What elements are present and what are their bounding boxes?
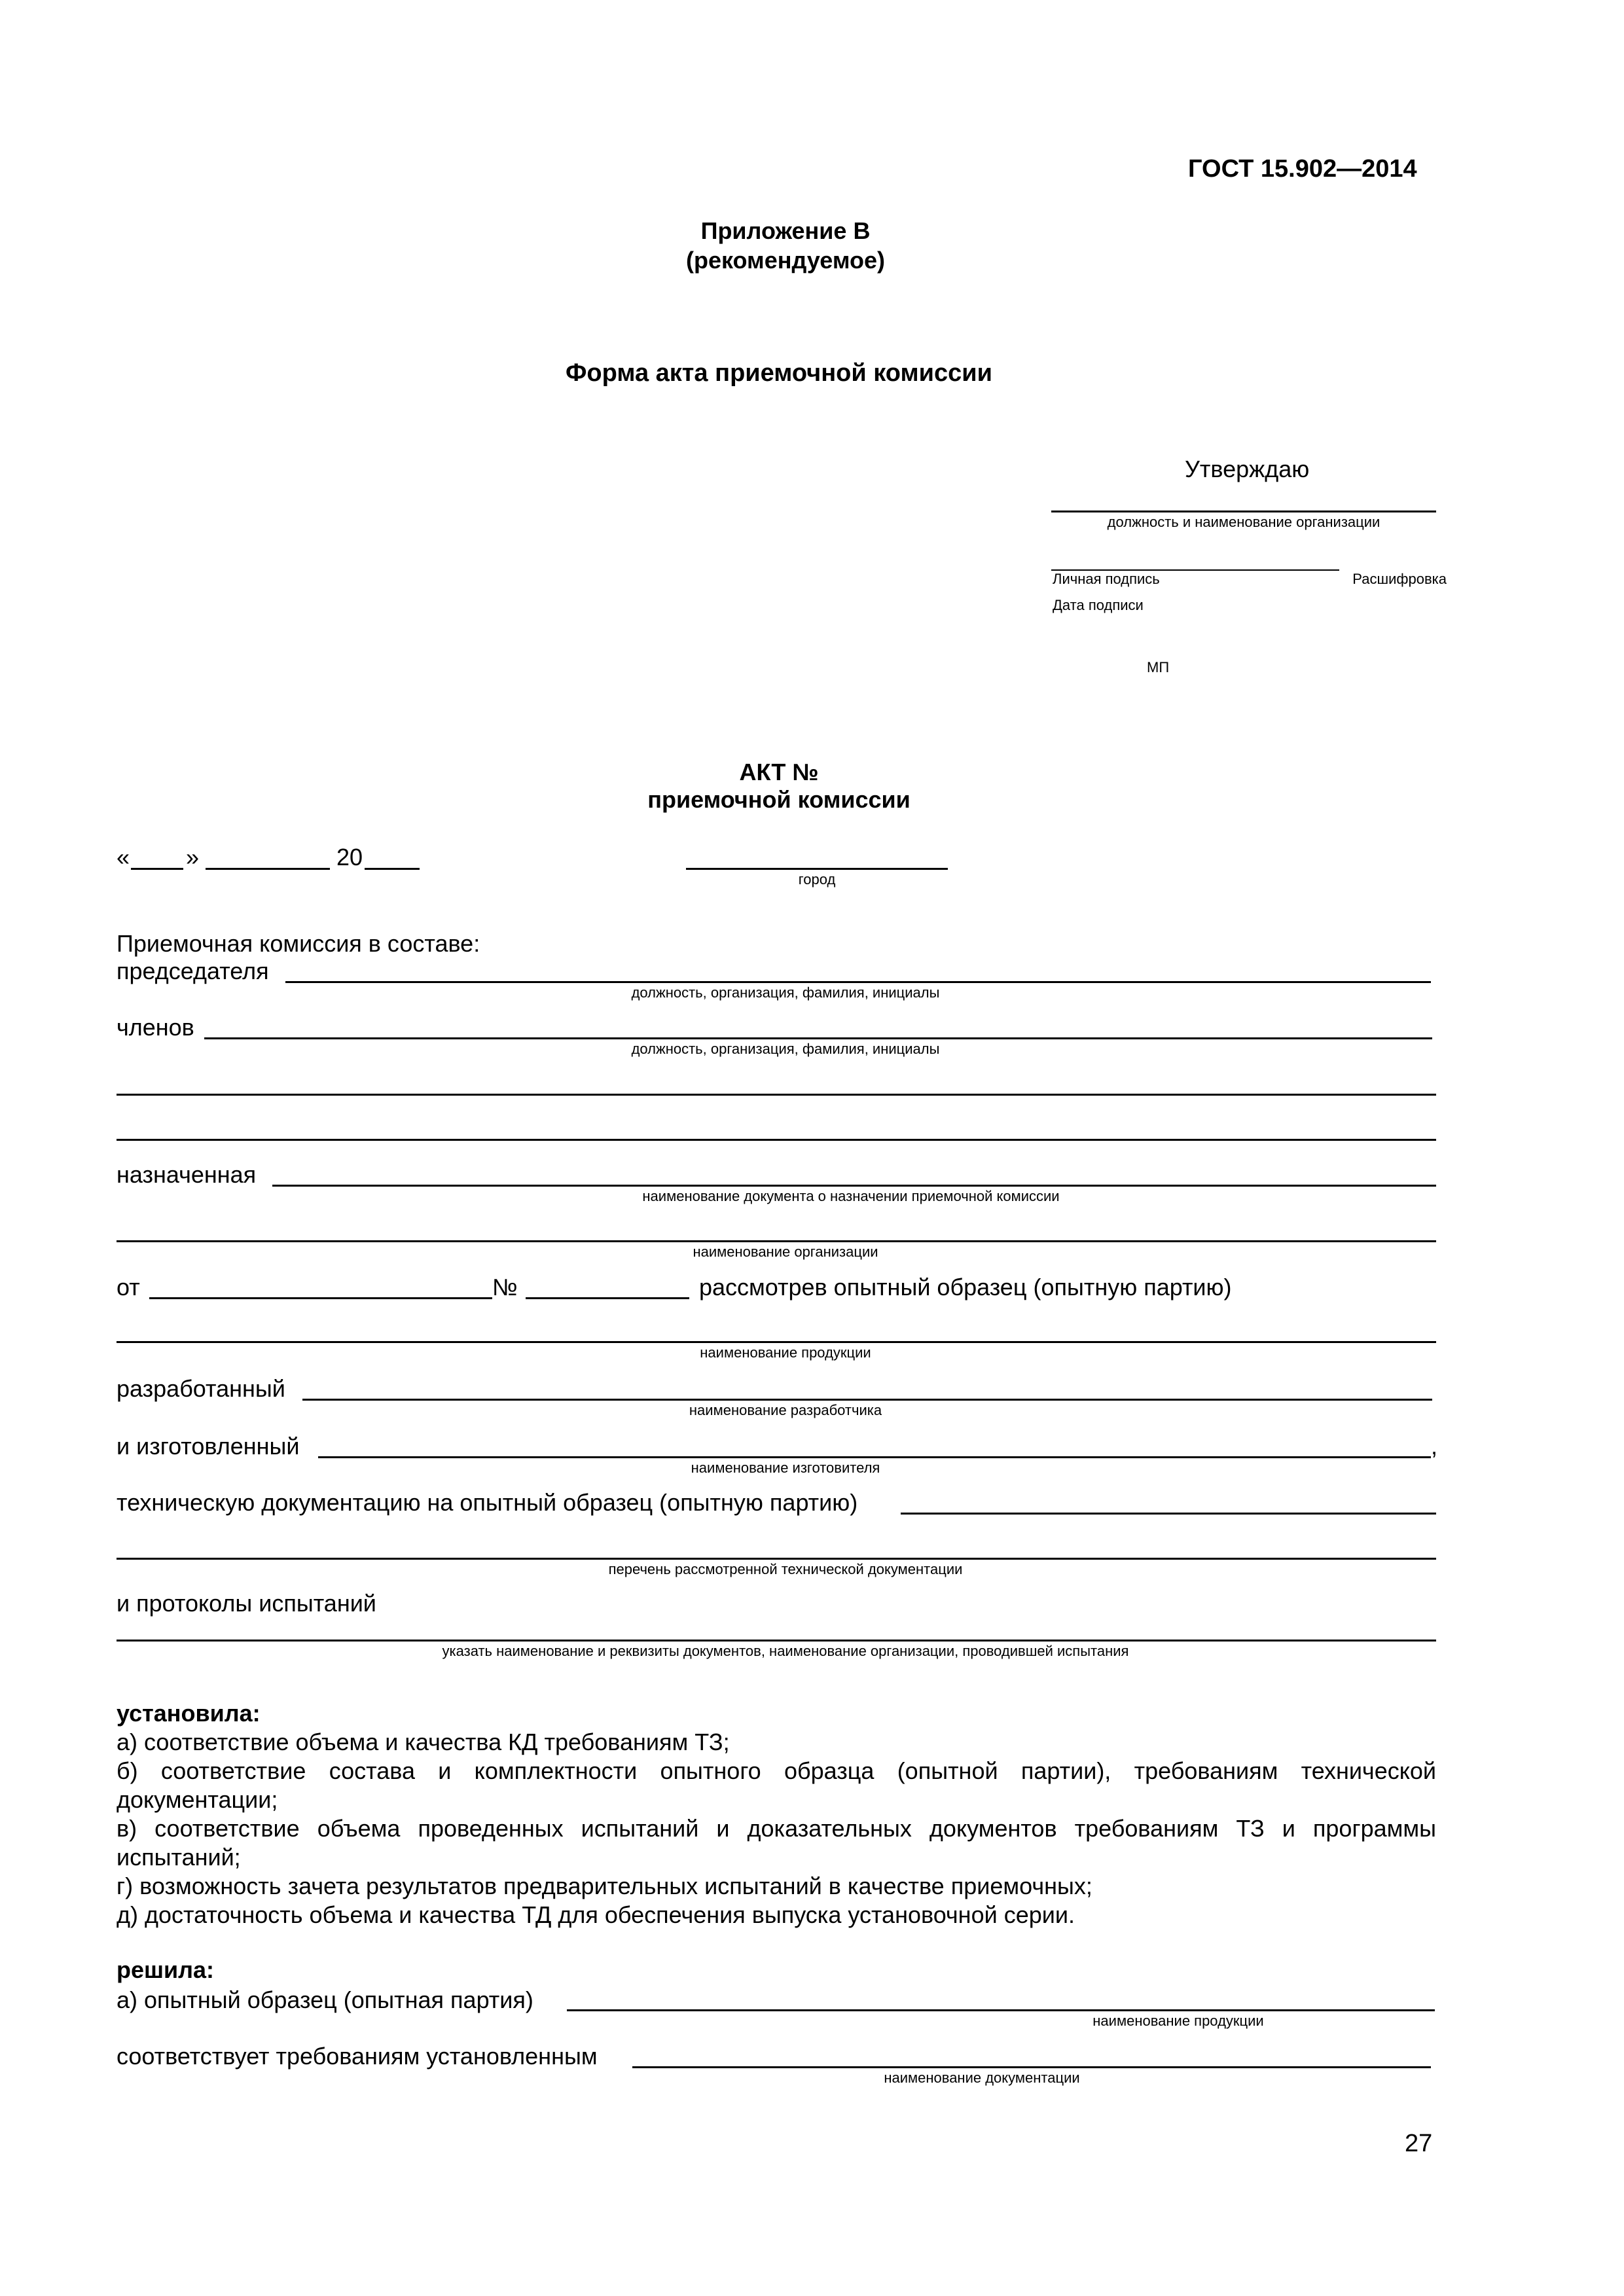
date-month-field[interactable]: [206, 868, 330, 870]
decided-item-a: а) опытный образец (опытная партия): [117, 1986, 533, 2013]
approve-label: Утверждаю: [1185, 456, 1310, 482]
decided-product-caption: наименование продукции: [1092, 2013, 1264, 2029]
established-heading: установила:: [117, 1700, 261, 1727]
complies-label: соответствует требованиям установленным: [117, 2043, 598, 2070]
manufactured-label: и изготовленный: [117, 1433, 300, 1460]
signature-date-caption: Дата подписи: [1053, 597, 1144, 613]
developer-caption: наименование разработчика: [689, 1402, 882, 1418]
members-field-extra-1[interactable]: [117, 1094, 1436, 1096]
decoding-caption: Расшифровка: [1352, 571, 1447, 587]
city-field[interactable]: [686, 868, 948, 870]
appointed-label: назначенная: [117, 1161, 257, 1188]
manufacturer-field[interactable]: [318, 1456, 1431, 1458]
seal-placeholder: МП: [1147, 659, 1170, 675]
date-day-field[interactable]: [131, 868, 183, 870]
appointed-caption: наименование документа о назначении приемочной комиссии: [642, 1188, 1060, 1204]
decided-product-field[interactable]: [567, 2009, 1435, 2011]
complies-documentation-field[interactable]: [632, 2066, 1431, 2068]
established-item-b: б) соответствие состава и комплектности опытного образца (опытной партии), требованиям технической документации;: [117, 1757, 1436, 1813]
established-item-c: в) соответствие объема проведенных испытаний и доказательных документов требованиям ТЗ и программы испытаний;: [117, 1815, 1436, 1871]
members-label: членов: [117, 1014, 194, 1041]
reviewed-label: рассмотрев опытный образец (опытную партию): [699, 1274, 1232, 1300]
chairman-label: председателя: [117, 958, 269, 984]
organization-field[interactable]: [117, 1240, 1436, 1242]
manufacturer-comma: ,: [1431, 1433, 1438, 1460]
product-field[interactable]: [117, 1341, 1436, 1343]
established-item-e: д) достаточность объема и качества ТД для обеспечения выпуска установочной серии.: [117, 1901, 1075, 1928]
protocols-field[interactable]: [117, 1640, 1436, 1641]
appointed-document-field[interactable]: [272, 1185, 1436, 1187]
established-item-a: а) соответствие объема и качества КД требованиям ТЗ;: [117, 1729, 730, 1755]
city-caption: город: [798, 871, 836, 888]
act-title: АКТ №: [739, 759, 819, 785]
standard-number: ГОСТ 15.902—2014: [1188, 155, 1417, 183]
developed-label: разработанный: [117, 1375, 285, 1402]
chairman-field[interactable]: [285, 981, 1431, 983]
members-caption: должность, организация, фамилия, инициалы: [631, 1041, 940, 1057]
protocols-caption: указать наименование и реквизиты документов, наименование организации, проводившей испытания: [442, 1643, 1129, 1659]
organization-caption: наименование организации: [693, 1244, 878, 1260]
tech-docs-caption: перечень рассмотренной технической документации: [608, 1561, 963, 1577]
signature-caption: Личная подпись: [1053, 571, 1160, 587]
act-subtitle: приемочной комиссии: [647, 786, 911, 813]
commission-label: Приемочная комиссия в составе:: [117, 930, 480, 957]
tech-docs-list-field[interactable]: [117, 1558, 1436, 1560]
appendix-title: Приложение В: [700, 217, 871, 244]
date-close-quote: »: [186, 844, 200, 870]
form-title: Форма акта приемочной комиссии: [566, 359, 992, 387]
date-open-quote: «: [117, 844, 130, 870]
protocols-label: и протоколы испытаний: [117, 1590, 376, 1617]
tech-docs-label: техническую документацию на опытный образец (опытную партию): [117, 1489, 858, 1516]
appendix-note: (рекомендуемое): [686, 247, 885, 274]
approver-position-caption: должность и наименование организации: [1107, 514, 1380, 530]
chairman-caption: должность, организация, фамилия, инициалы: [631, 984, 940, 1001]
date-year-prefix: 20: [336, 844, 363, 870]
product-caption: наименование продукции: [700, 1344, 871, 1361]
date-year-field[interactable]: [365, 868, 420, 870]
tech-docs-field[interactable]: [901, 1513, 1436, 1515]
established-item-d: г) возможность зачета результатов предварительных испытаний в качестве приемочных;: [117, 1873, 1092, 1899]
document-number-field[interactable]: [526, 1297, 689, 1299]
from-date-field[interactable]: [149, 1297, 492, 1299]
developer-field[interactable]: [302, 1399, 1432, 1401]
page-number: 27: [1405, 2130, 1433, 2157]
manufacturer-caption: наименование изготовителя: [691, 1460, 880, 1476]
number-sign: №: [492, 1274, 518, 1300]
members-field[interactable]: [204, 1037, 1432, 1039]
decided-heading: решила:: [117, 1956, 215, 1983]
approver-position-line: [1051, 511, 1436, 512]
complies-caption: наименование документации: [884, 2070, 1080, 2086]
members-field-extra-2[interactable]: [117, 1139, 1436, 1141]
from-label: от: [117, 1274, 140, 1300]
